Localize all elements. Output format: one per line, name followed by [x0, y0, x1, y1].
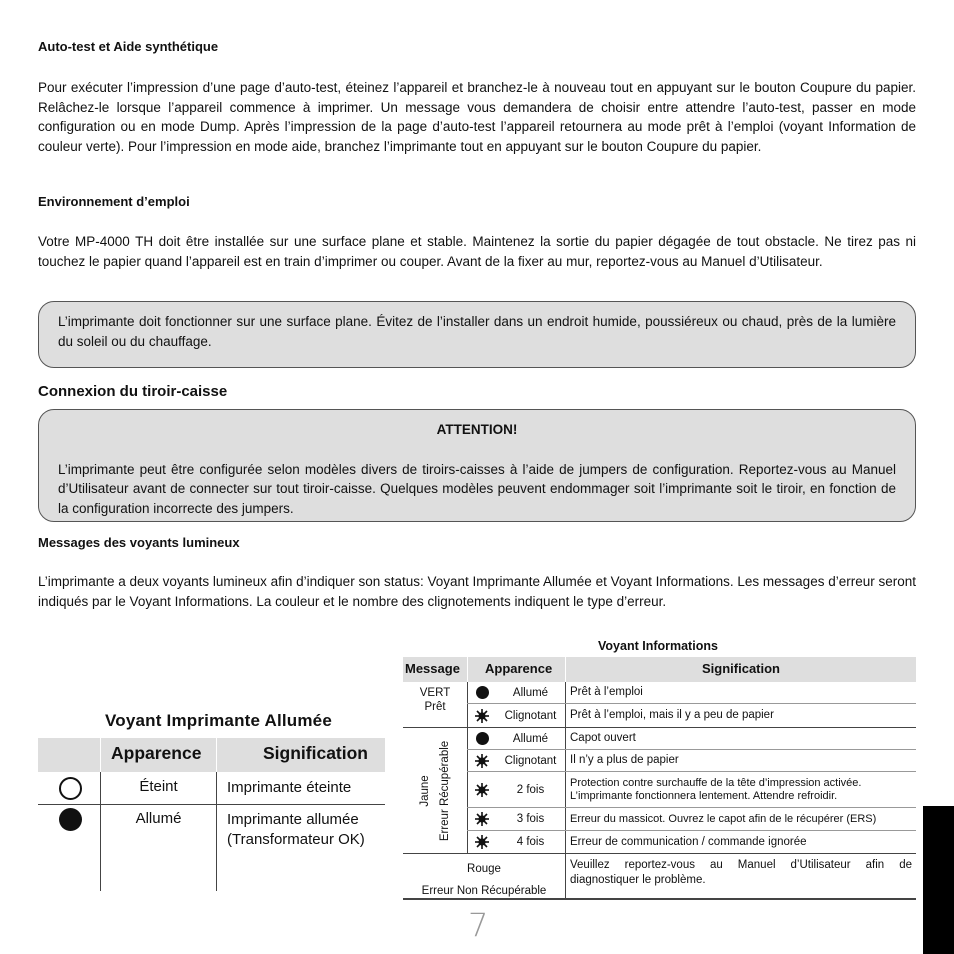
- right-col-message: Message: [405, 661, 460, 676]
- apparence-cell: 2 fois: [516, 783, 545, 796]
- apparence-cell: Allumé: [100, 805, 216, 891]
- group-vert: [403, 682, 916, 728]
- group-rouge: [403, 854, 916, 900]
- heading-environnement: Environnement d’emploi: [38, 194, 190, 209]
- apparence-cell: Allumé: [512, 686, 549, 699]
- blink-icon: [468, 709, 496, 723]
- page-number: 7: [468, 906, 489, 944]
- filled-circle-icon: [59, 808, 82, 831]
- blink-icon: [468, 754, 496, 768]
- apparence-cell: Allumé: [512, 732, 549, 745]
- blink-icon: [468, 812, 496, 826]
- apparence-cell: 4 fois: [516, 836, 545, 848]
- solid-dot-icon: [476, 732, 489, 745]
- right-table: [403, 657, 916, 900]
- signification-cell: Prêt à l’emploi, mais il y a peu de papier: [565, 704, 916, 727]
- table-row: [38, 772, 385, 805]
- apparence-cell: Clignotant: [504, 754, 557, 767]
- empty-circle-icon: [59, 777, 82, 800]
- rouge-label: Rouge: [467, 863, 501, 875]
- apparence-cell: Clignotant: [504, 709, 557, 722]
- table-row: [467, 728, 916, 750]
- attention-box: [38, 409, 916, 522]
- table-row: [467, 831, 916, 853]
- right-table-title: Voyant Informations: [598, 639, 718, 653]
- signification-cell: Capot ouvert: [565, 728, 916, 749]
- attention-title: ATTENTION!: [436, 422, 518, 437]
- signification-cell: Protection contre surchauffe de la tête d’impression activée. L’imprimante fonctionnera lentement. Attendre refroidir.: [565, 772, 916, 807]
- signification-cell: Imprimante allumée (Transformateur OK): [216, 805, 385, 891]
- jaune-label: Jaune: [419, 774, 431, 807]
- paragraph-environnement: Votre MP-4000 TH doit être installée sur une surface plane et stable. Maintenez la sortie du papier dégagée de tout obstacle. Ne tirez pas ni touchez le papier quand l’appareil est en train d’imprimer ou couper. Avant de la fixer au mur, reportez-vous au Manuel d’Utilisateur.: [38, 234, 916, 269]
- paragraph-voyants: L’imprimante a deux voyants lumineux afin d’indiquer son status: Voyant Imprimante Allumée et Voyant Informations. Les messages d’erreur seront indiqués par le Voyant Informations. La couleur et le nombre des clignotements indiquent le type d’erreur.: [38, 574, 916, 609]
- apparence-cell: 3 fois: [516, 813, 545, 825]
- group-jaune: [403, 728, 916, 854]
- table-row: [38, 805, 385, 891]
- note-box: [38, 301, 916, 368]
- edge-tab: [923, 806, 954, 954]
- table-row: [467, 682, 916, 704]
- left-table-header: [38, 738, 385, 772]
- signification-cell: Erreur du massicot. Ouvrez le capot afin de le récupérer (ERS): [565, 808, 916, 830]
- heading-voyants: Messages des voyants lumineux: [38, 535, 240, 550]
- left-table: [38, 738, 385, 891]
- vert-label: VERT: [419, 687, 451, 699]
- solid-dot-icon: [476, 686, 489, 699]
- jaune-sublabel: Erreur Récupérable: [439, 740, 451, 841]
- rouge-sublabel: Erreur Non Récupérable: [421, 885, 547, 897]
- signification-cell: Erreur de communication / commande ignorée: [565, 831, 916, 853]
- table-row: [467, 704, 916, 727]
- note-text: L’imprimante doit fonctionner sur une surface plane. Évitez de l’installer dans un endroit humide, poussiéreux ou chaud, près de la lumière du soleil ou du chauffage.: [58, 314, 896, 349]
- signification-cell: Prêt à l’emploi: [565, 682, 916, 703]
- signification-cell: Imprimante éteinte: [216, 772, 385, 804]
- table-row: [467, 750, 916, 772]
- apparence-cell: Éteint: [100, 772, 216, 804]
- table-row: [467, 808, 916, 831]
- attention-text: L’imprimante peut être configurée selon modèles divers de tiroirs-caisses à l’aide de jumpers de configuration. Reportez-vous au Manuel d’Utilisateur avant de connecter sur tout tiroir-caisse. Quelques modèles peuvent endommager soit l’imprimante soit le tiroir, en fonction de la configuration incorrecte des jumpers.: [58, 461, 896, 516]
- signification-cell: Veuillez reportez-vous au Manuel d’Utilisateur afin de diagnostiquer le problème.: [565, 854, 916, 898]
- left-col-signification: Signification: [216, 738, 385, 772]
- left-table-title: Voyant Imprimante Allumée: [105, 711, 332, 730]
- heading-tiroir-caisse: Connexion du tiroir-caisse: [38, 383, 228, 400]
- table-row: [467, 772, 916, 808]
- right-col-signification: Signification: [565, 657, 916, 682]
- blink-icon: [468, 835, 496, 849]
- vert-sublabel: Prêt: [424, 701, 446, 713]
- right-col-apparence: Apparence: [467, 657, 565, 682]
- paragraph-auto-test: Pour exécuter l’impression d’une page d’auto-test, éteinez l’appareil et branchez-le à nouveau tout en appuyant sur le bouton Coupure du papier. Relâchez-le lorsque l’appareil commence à imprimer. Un message vous demandera de choisir entre attendre l’auto-test, passer en mode configuration ou en mode Dump. Après l’impression de la page d’auto-test l’appareil retournera au mode prêt à l’emploi (voyant Information de couleur verte). Pour l’impression en mode aide, branchez l’imprimante tout en appuyant sur le bouton Coupure du papier.: [38, 80, 916, 154]
- signification-cell: Il n’y a plus de papier: [565, 750, 916, 771]
- right-table-header: [403, 657, 916, 682]
- blink-icon: [468, 783, 496, 797]
- left-col-apparence: Apparence: [100, 738, 216, 772]
- heading-auto-test: Auto-test et Aide synthétique: [38, 39, 219, 54]
